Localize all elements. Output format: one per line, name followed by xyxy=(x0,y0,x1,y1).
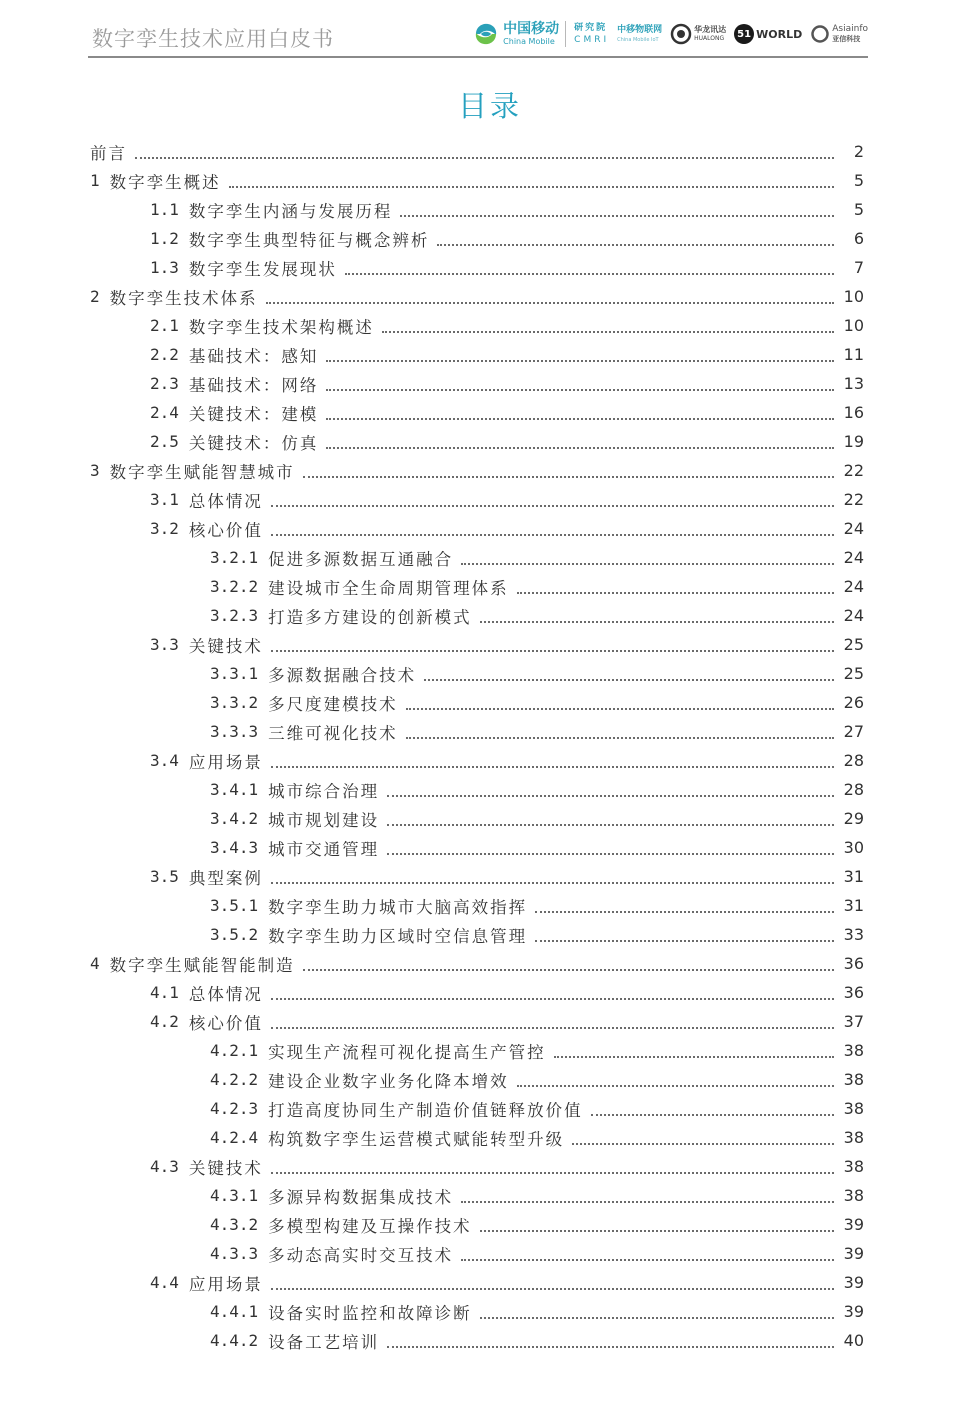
toc-entry-title: 促进多源数据互通融合 xyxy=(268,549,454,569)
toc-dot-leader xyxy=(480,621,834,623)
toc-entry[interactable] xyxy=(150,630,864,659)
toc-entry-title: 多模型构建及互操作技术 xyxy=(268,1216,472,1236)
toc-page-number: 16 xyxy=(843,403,864,422)
toc-page-number: 39 xyxy=(843,1244,864,1263)
toc-dot-leader xyxy=(572,1143,834,1145)
toc-heading: 目录 xyxy=(457,89,522,123)
toc-entry-number: 2 xyxy=(90,287,100,306)
toc-entry-number: 4.2.1 xyxy=(210,1041,259,1060)
toc-entry-title: 打造多方建设的创新模式 xyxy=(268,607,472,627)
toc-entry-number: 3.3.2 xyxy=(210,693,259,712)
china-mobile-en-label: China Mobile xyxy=(503,37,555,46)
toc-entry[interactable] xyxy=(150,862,864,891)
toc-dot-leader xyxy=(271,998,834,1000)
toc-entry[interactable] xyxy=(150,514,864,543)
china-mobile-swirl-icon xyxy=(472,20,500,48)
toc-entry-title: 城市交通管理 xyxy=(268,839,380,859)
toc-dot-leader xyxy=(387,824,834,826)
toc-entry-title: 前言 xyxy=(90,143,127,163)
toc-entry-title: 建设企业数字业务化降本增效 xyxy=(268,1071,509,1091)
toc-entry[interactable] xyxy=(210,601,864,630)
toc-entry[interactable] xyxy=(150,427,864,456)
toc-entry[interactable] xyxy=(150,311,864,340)
toc-entry-title: 城市规划建设 xyxy=(268,810,380,830)
toc-entry-number: 3.1 xyxy=(150,490,179,509)
toc-entry-title: 关键技术：建模 xyxy=(188,404,319,424)
toc-entry-title: 数字孪生内涵与发展历程 xyxy=(188,201,393,221)
toc-entry[interactable] xyxy=(150,485,864,514)
toc-entry[interactable] xyxy=(150,369,864,398)
toc-entry-number: 2.5 xyxy=(150,432,179,451)
toc-entry[interactable] xyxy=(210,1065,864,1094)
toc-entry-title: 多尺度建模技术 xyxy=(268,694,398,714)
toc-entry-number: 4.3.2 xyxy=(210,1215,259,1234)
toc-entry-number: 4.2.3 xyxy=(210,1099,259,1118)
toc-entry-number: 4.2.4 xyxy=(210,1128,259,1147)
toc-dot-leader xyxy=(387,795,834,797)
toc-entry-title: 总体情况 xyxy=(188,984,263,1004)
asiainfo-cn-label: 亚信科技 xyxy=(832,35,861,43)
toc-page-number: 40 xyxy=(843,1331,864,1350)
toc-dot-leader xyxy=(406,708,834,710)
toc-dot-leader xyxy=(271,882,834,884)
toc-entry-number: 4.4.2 xyxy=(210,1331,259,1350)
toc-entry[interactable] xyxy=(210,543,864,572)
toc-entry-title: 核心价值 xyxy=(188,1013,263,1033)
toc-entry-title: 城市综合治理 xyxy=(268,781,380,801)
toc-entry[interactable] xyxy=(210,717,864,746)
china-mobile-iot-logo xyxy=(617,26,662,43)
toc-entry-title: 总体情况 xyxy=(188,491,263,511)
toc-entry[interactable] xyxy=(210,1239,864,1268)
toc-entry-title: 关键技术 xyxy=(188,636,263,656)
toc-page-number: 38 xyxy=(843,1041,864,1060)
toc-entry-title: 多源数据融合技术 xyxy=(268,665,417,685)
toc-page-number: 38 xyxy=(843,1186,864,1205)
toc-entry-number: 3.4 xyxy=(150,751,179,770)
toc-entry-number: 4.4 xyxy=(150,1273,179,1292)
toc-entry[interactable] xyxy=(210,659,864,688)
china-mobile-logo xyxy=(472,20,559,48)
hualong-en-label: HUALONG xyxy=(694,35,725,42)
china-mobile-cn-label: 中国移动 xyxy=(503,21,560,37)
toc-dot-leader xyxy=(400,215,834,217)
toc-page-number: 24 xyxy=(843,577,864,596)
toc-dot-leader xyxy=(535,940,834,942)
toc-dot-leader xyxy=(345,273,834,275)
toc-entry[interactable] xyxy=(90,949,864,978)
toc-entry-title: 数字孪生技术体系 xyxy=(109,288,258,308)
toc-page-number: 27 xyxy=(843,722,864,741)
toc-page-number: 24 xyxy=(843,519,864,538)
toc-entry-number: 2.2 xyxy=(150,345,179,364)
toc-page-number: 29 xyxy=(843,809,864,828)
toc-page-number: 26 xyxy=(843,693,864,712)
toc-entry[interactable] xyxy=(150,195,864,224)
iot-en-label: China Mobile IoT xyxy=(617,36,659,43)
toc-entry[interactable] xyxy=(210,833,864,862)
toc-dot-leader xyxy=(271,1288,834,1290)
toc-entry-title: 数字孪生典型特征与概念辨析 xyxy=(188,230,430,250)
toc-entry-number: 3.4.3 xyxy=(210,838,259,857)
toc-dot-leader xyxy=(266,302,834,304)
cmri-cn-label: 研究院 xyxy=(574,22,608,33)
toc-entry[interactable] xyxy=(210,1326,864,1355)
toc-entry-number: 4.3.3 xyxy=(210,1244,259,1263)
toc-page-number: 2 xyxy=(853,142,864,161)
toc-dot-leader xyxy=(387,1346,834,1348)
toc-dot-leader xyxy=(135,157,834,159)
toc-entry-title: 数字孪生概述 xyxy=(109,172,221,192)
toc-page-number: 22 xyxy=(843,490,864,509)
toc-page-number: 38 xyxy=(843,1099,864,1118)
toc-entry-title: 关键技术 xyxy=(188,1158,263,1178)
toc-entry-number: 4.4.1 xyxy=(210,1302,259,1321)
toc-page-number: 39 xyxy=(843,1215,864,1234)
page-header xyxy=(88,14,868,58)
toc-dot-leader xyxy=(326,447,834,449)
toc-entry-title: 数字孪生赋能智慧城市 xyxy=(109,462,295,482)
toc-dot-leader xyxy=(517,592,834,594)
toc-entry[interactable] xyxy=(90,282,864,311)
cmri-logo xyxy=(574,24,609,45)
toc-entry[interactable] xyxy=(210,1297,864,1326)
toc-entry[interactable] xyxy=(210,1094,864,1123)
toc-entry-number: 3.4.2 xyxy=(210,809,259,828)
toc-page-number: 19 xyxy=(843,432,864,451)
toc-dot-leader xyxy=(437,244,834,246)
toc-entry[interactable] xyxy=(150,253,864,282)
toc-entry-number: 1.1 xyxy=(150,200,179,219)
51world-badge-icon: 51 xyxy=(734,24,754,44)
toc-page-number: 6 xyxy=(853,229,864,248)
toc-page-number: 31 xyxy=(843,867,864,886)
toc-dot-leader xyxy=(382,331,834,333)
toc-entry-title: 核心价值 xyxy=(188,520,263,540)
toc-entry-number: 3.2.2 xyxy=(210,577,259,596)
toc-page-number: 22 xyxy=(843,461,864,480)
toc-entry[interactable] xyxy=(210,891,864,920)
toc-page-number: 38 xyxy=(843,1070,864,1089)
toc-dot-leader xyxy=(480,1317,834,1319)
toc-entry-number: 3.5 xyxy=(150,867,179,886)
toc-entry-number: 2.4 xyxy=(150,403,179,422)
toc-entry-number: 3 xyxy=(90,461,100,480)
toc-entry[interactable] xyxy=(150,224,864,253)
toc-entry-number: 3.2.3 xyxy=(210,606,259,625)
toc-entry-number: 4.1 xyxy=(150,983,179,1002)
toc-entry-number: 4.2.2 xyxy=(210,1070,259,1089)
toc-page-number: 33 xyxy=(843,925,864,944)
toc-entry-title: 多源异构数据集成技术 xyxy=(268,1187,454,1207)
toc-dot-leader xyxy=(271,650,834,652)
toc-entry-number: 3.2.1 xyxy=(210,548,259,567)
toc-page-number: 11 xyxy=(843,345,864,364)
toc-dot-leader xyxy=(271,505,834,507)
toc-entry-number: 4.2 xyxy=(150,1012,179,1031)
toc-page-number: 24 xyxy=(843,548,864,567)
toc-entry-title: 数字孪生赋能智能制造 xyxy=(109,955,295,975)
toc-entry[interactable] xyxy=(210,775,864,804)
toc-page-number: 13 xyxy=(843,374,864,393)
toc-dot-leader xyxy=(271,1172,834,1174)
toc-dot-leader xyxy=(271,534,834,536)
toc-page-number: 31 xyxy=(843,896,864,915)
toc-entry[interactable] xyxy=(210,1181,864,1210)
toc-entry-title: 构筑数字孪生运营模式赋能转型升级 xyxy=(268,1129,565,1149)
toc-page-number: 10 xyxy=(843,316,864,335)
toc-entry[interactable] xyxy=(150,398,864,427)
toc-entry-title: 基础技术：网络 xyxy=(188,375,319,395)
asiainfo-ring-icon xyxy=(810,24,830,44)
toc-entry[interactable] xyxy=(210,688,864,717)
toc-dot-leader xyxy=(326,389,834,391)
toc-entry-number: 1.3 xyxy=(150,258,179,277)
toc-entry[interactable] xyxy=(150,1007,864,1036)
toc-page-number: 36 xyxy=(843,954,864,973)
toc-entry[interactable] xyxy=(210,572,864,601)
toc-entry-number: 4.3.1 xyxy=(210,1186,259,1205)
toc-entry[interactable] xyxy=(150,340,864,369)
toc-page-number: 28 xyxy=(843,780,864,799)
toc-dot-leader xyxy=(591,1114,834,1116)
toc-entry-title: 数字孪生助力城市大脑高效指挥 xyxy=(268,897,528,917)
toc-entry-title: 多动态高实时交互技术 xyxy=(268,1245,454,1265)
toc-dot-leader xyxy=(535,911,834,913)
toc-entry[interactable] xyxy=(90,166,864,195)
toc-dot-leader xyxy=(406,737,834,739)
toc-dot-leader xyxy=(303,476,834,478)
toc-entry-number: 4 xyxy=(90,954,100,973)
toc-entry[interactable] xyxy=(210,1210,864,1239)
toc-page-number: 28 xyxy=(843,751,864,770)
toc-entry[interactable] xyxy=(150,978,864,1007)
hualong-emblem-icon xyxy=(670,23,692,45)
toc-entry-title: 典型案例 xyxy=(188,868,263,888)
toc-entry-number: 1.2 xyxy=(150,229,179,248)
toc-dot-leader xyxy=(326,418,834,420)
toc-entry[interactable] xyxy=(210,1123,864,1152)
toc-entry[interactable] xyxy=(90,456,864,485)
toc-entry-number: 3.2 xyxy=(150,519,179,538)
toc-dot-leader xyxy=(326,360,834,362)
toc-dot-leader xyxy=(271,1027,834,1029)
toc-dot-leader xyxy=(303,969,834,971)
toc-dot-leader xyxy=(461,563,834,565)
toc-dot-leader xyxy=(424,679,834,681)
toc-page-number: 38 xyxy=(843,1157,864,1176)
toc-dot-leader xyxy=(461,1201,834,1203)
toc-page-number: 36 xyxy=(843,983,864,1002)
toc-dot-leader xyxy=(387,853,834,855)
asiainfo-logo xyxy=(810,24,868,44)
asiainfo-en-label: Asiainfo xyxy=(832,24,868,34)
toc-page-number: 5 xyxy=(853,171,864,190)
toc-entry-title: 数字孪生助力区域时空信息管理 xyxy=(268,926,528,946)
toc-page-number: 39 xyxy=(843,1273,864,1292)
toc-entry-number: 2.3 xyxy=(150,374,179,393)
toc-entry[interactable] xyxy=(210,920,864,949)
51world-logo xyxy=(734,24,802,44)
cmri-en-label: CMRI xyxy=(574,34,610,45)
toc-page-number: 7 xyxy=(853,258,864,277)
toc-entry-number: 3.5.2 xyxy=(210,925,259,944)
toc-entry-title: 三维可视化技术 xyxy=(268,723,398,743)
51world-label: WORLD xyxy=(756,27,803,41)
toc-entry-title: 数字孪生技术架构概述 xyxy=(188,317,374,337)
toc-entry[interactable] xyxy=(210,1036,864,1065)
toc-dot-leader xyxy=(480,1230,834,1232)
toc-dot-leader xyxy=(271,766,834,768)
toc-page-number: 5 xyxy=(853,200,864,219)
toc-entry-number: 2.1 xyxy=(150,316,179,335)
toc-page-number: 24 xyxy=(843,606,864,625)
toc-page-number: 25 xyxy=(843,635,864,654)
toc-page-number: 30 xyxy=(843,838,864,857)
toc-entry-number: 3.3.1 xyxy=(210,664,259,683)
toc-entry-number: 3.5.1 xyxy=(210,896,259,915)
toc-entry-title: 打造高度协同生产制造价值链释放价值 xyxy=(268,1100,583,1120)
toc-page-number: 39 xyxy=(843,1302,864,1321)
toc-dot-leader xyxy=(517,1085,834,1087)
partner-logos xyxy=(464,18,868,50)
toc-entry-title: 基础技术：感知 xyxy=(188,346,319,366)
toc-dot-leader xyxy=(461,1259,834,1261)
toc-entry-number: 3.4.1 xyxy=(210,780,259,799)
toc-entry-title: 应用场景 xyxy=(188,1274,263,1294)
toc-entry[interactable] xyxy=(210,804,864,833)
toc-entry-number: 4.3 xyxy=(150,1157,179,1176)
toc-page-number: 10 xyxy=(843,287,864,306)
toc-dot-leader xyxy=(554,1056,834,1058)
toc-page-number: 37 xyxy=(843,1012,864,1031)
toc-entry-title: 建设城市全生命周期管理体系 xyxy=(268,578,509,598)
toc-entry-number: 3.3.3 xyxy=(210,722,259,741)
toc-entry-title: 数字孪生发展现状 xyxy=(188,259,337,279)
toc-entry[interactable] xyxy=(150,1152,864,1181)
toc-entry-number: 1 xyxy=(90,171,100,190)
logo-divider xyxy=(565,21,566,47)
document-title: 数字孪生技术应用白皮书 xyxy=(92,27,334,51)
toc-page-number: 38 xyxy=(843,1128,864,1147)
toc-entry[interactable] xyxy=(150,1268,864,1297)
toc-entry-title: 设备实时监控和故障诊断 xyxy=(268,1303,472,1323)
toc-entry-title: 关键技术：仿真 xyxy=(188,433,319,453)
toc-entry[interactable] xyxy=(150,746,864,775)
toc-entry-title: 应用场景 xyxy=(188,752,263,772)
hualong-logo xyxy=(670,23,726,45)
toc-entry-number: 3.3 xyxy=(150,635,179,654)
iot-cn-label: 中移物联网 xyxy=(617,24,663,35)
toc-page-number: 25 xyxy=(843,664,864,683)
toc-entry[interactable] xyxy=(90,137,864,166)
toc-entry-title: 设备工艺培训 xyxy=(268,1332,380,1352)
toc-dot-leader xyxy=(229,186,834,188)
hualong-cn-label: 华龙讯达 xyxy=(694,25,727,34)
toc-entry-title: 实现生产流程可视化提高生产管控 xyxy=(268,1042,546,1062)
